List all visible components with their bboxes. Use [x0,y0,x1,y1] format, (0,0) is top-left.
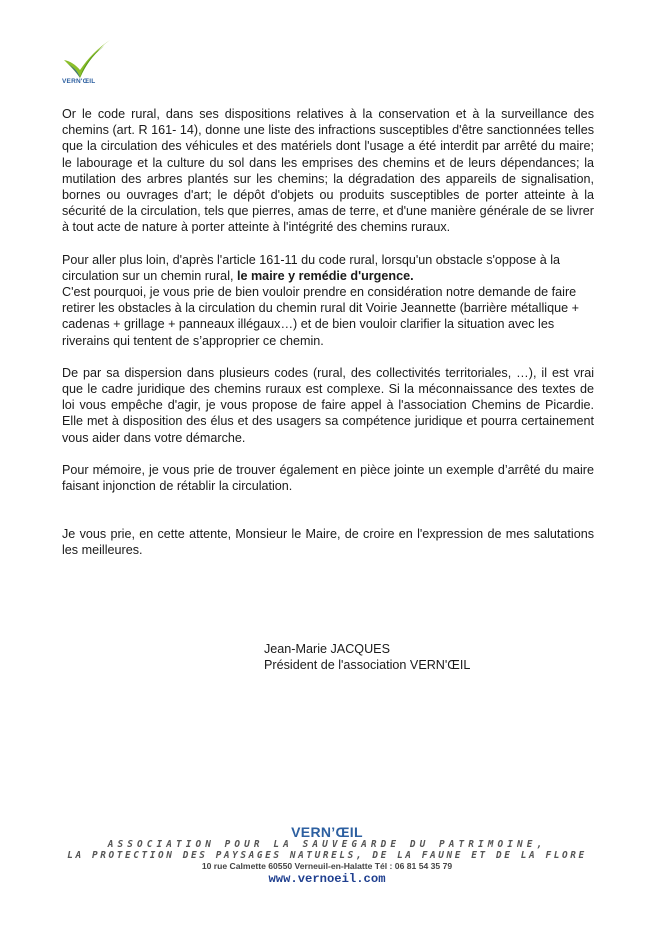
signatory-name: Jean-Marie JACQUES [264,642,390,656]
signatory-title: Président de l'association VERN'ŒIL [264,658,471,673]
paragraph-request: C'est pourquoi, je vous prie de bien vouloir prendre en considération notre demande de faire retirer les obstacles à la circulation du chemin rural dit Voirie Jeannette (barrière métallique + cadenas + grillage + panneaux illégaux…) et de bien vouloir clarifier la situation avec les riverains qui tentent de s’approprier ce chemin. [62,285,579,348]
paragraph-obstacle [62,252,594,349]
paragraph-legal-framework: De par sa dispersion dans plusieurs codes (rural, des collectivités territoriales, …), il est vrai que le cadre juridique des chemins ruraux est complexe. Si la méconnaissance des textes de loi vous empêche d'agir, je vous propose de faire appel à l'association Chemins de Picardie. Elle met à disposition des élus et des usagers sa compétence juridique et pourra certainement vous aider dans votre démarche. [62,365,594,445]
bold-statement: le maire y remédie d'urgence. [236,268,414,283]
footer-address: 10 rue Calmette 60550 Verneuil-en-Halatte Tél : 06 81 54 35 79 [201,861,453,871]
footer-mission-line2: LA PROTECTION DES PAYSAGES NATURELS, DE LA FAUNE ET DE LA FLORE [67,849,587,861]
paragraph-infractions: Or le code rural, dans ses dispositions relatives à la conservation et à la surveillance des chemins (art. R 161- 14), donne une liste des infractions susceptibles d'être sanctionnées telles que la circulation des véhicules et des matériels dont l'usage a été interdit par arrêté du maire; le labourage et la culture du sol dans les emprises des chemins et de leurs dépendances; la mutilation des arbres plantés sur les chemins; la dégradation des appareils de signalisation, bornes ou ouvrages d'art; le dépôt d'objets ou produits susceptibles de porter atteinte à la sécurité de la circulation, tels que pierres, amas de terre, et d'une manière générale de se livrer à tout acte de nature à porter atteinte à l'intégrité des chemins ruraux. [62,107,594,235]
checkmark-logo-icon [60,38,120,82]
signature-block [264,641,470,673]
footer [0,824,654,886]
footer-brand: VERN’ŒIL [291,824,363,840]
letter-body [62,106,594,575]
footer-website-link[interactable]: www.vernoeil.com [268,871,386,886]
logo-text: VERN'ŒIL [62,78,96,85]
paragraph-closing: Je vous prie, en cette attente, Monsieur le Maire, de croire en l'expression de mes salutations les meilleures. [62,527,594,558]
paragraph-memo: Pour mémoire, je vous prie de trouver également en pièce jointe un exemple d’arrêté du maire faisant injonction de rétablir la circulation. [62,462,594,494]
paragraph-obstacle-line2: circulation sur un chemin rural, [62,268,237,283]
footer-mission-line1: ASSOCIATION POUR LA SAUVEGARDE DU PATRIMOINE, [107,839,547,850]
paragraph-obstacle-line1: Pour aller plus loin, d'après l'article 161-11 du code rural, lorsqu'un obstacle s'oppose à la [62,252,561,267]
